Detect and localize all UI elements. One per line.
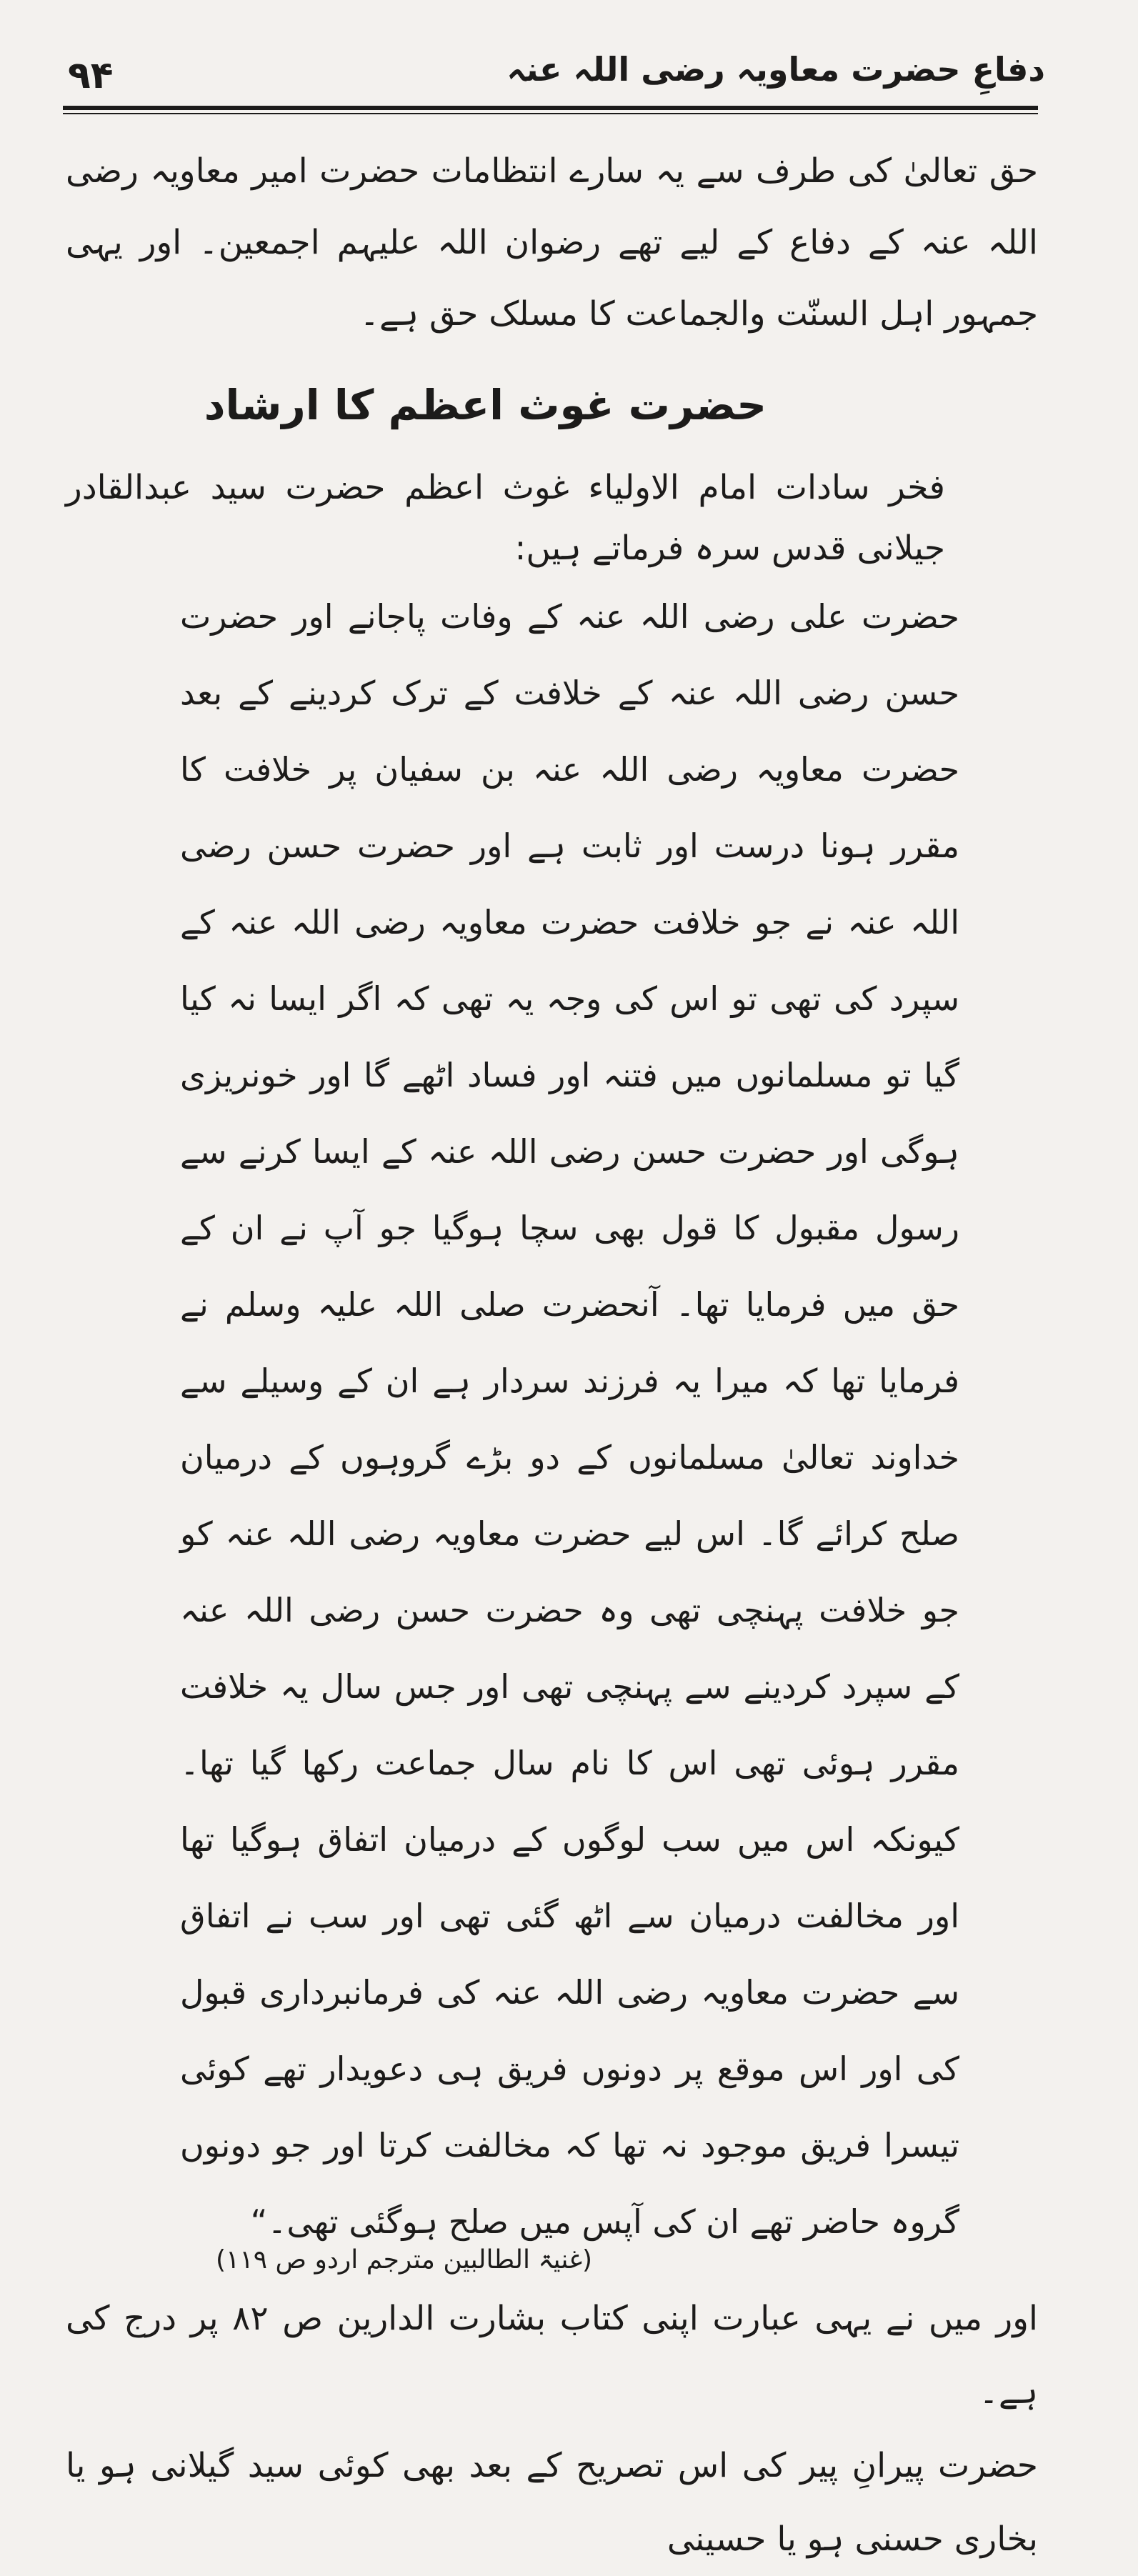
running-title: دفاعِ حضرت معاویہ رضی اللہ عنہ: [506, 50, 1045, 89]
header-rule: [63, 106, 1038, 110]
page-header: [68, 50, 1045, 107]
citation: (غنیۃ الطالبین مترجم اردو ص ۱۱۹): [216, 2245, 593, 2275]
paragraph-2: اور میں نے یہی عبارت اپنی کتاب بشارت الدارین ص ۸۲ پر درج کی ہے۔: [66, 2299, 1038, 2412]
page-number: ۹۴: [68, 54, 114, 97]
page-body: [66, 136, 1038, 2576]
section-heading: حضرت غوث اعظم کا ارشاد: [204, 381, 767, 429]
block-quote: حضرت علی رضی اللہ عنہ کے وفات پاجانے اور حضرت حسن رضی اللہ عنہ کے خلافت کے ترک کردینے کے بعد حضرت معاویہ رضی اللہ عنہ بن سفیان پر خلافت کا مقرر ہونا درست اور ثابت ہے اور حضرت حسن رضی اللہ عنہ نے جو خلافت حضرت معاویہ رضی اللہ عنہ کے سپرد کی تھی تو اس کی وجہ یہ تھی کہ اگر ایسا نہ کیا گیا تو مسلمانوں میں فتنہ اور فساد اٹھے گا اور خونریزی ہوگی اور حضرت حسن رضی اللہ عنہ کے ایسا کرنے سے رسول مقبول کا قول بھی سچا ہوگیا جو آپ نے ان کے حق میں فرمایا تھا۔ آنحضرت صلی اللہ علیہ وسلم نے فرمایا تھا کہ میرا یہ فرزند سردار ہے ان کے وسیلے سے خداوند تعالیٰ مسلمانوں کے دو بڑے گروہوں کے درمیان صلح کرائے گا۔ اس لیے حضرت معاویہ رضی اللہ عنہ کو جو خلافت پہنچی تھی وہ حضرت حسن رضی اللہ عنہ کے سپرد کردینے سے پہنچی تھی اور جس سال یہ خلافت مقرر ہوئی تھی اس کا نام سال جماعت رکھا گیا تھا۔ کیونکہ اس میں سب لوگوں کے درمیان اتفاق ہوگیا تھا اور مخالفت درمیان سے اٹھ گئی تھی اور سب نے اتفاق سے حضرت معاویہ رضی اللہ عنہ کی فرمانبرداری قبول کی اور اس موقع پر دونوں فریق ہی دعویدار تھے کوئی تیسرا فریق موجود نہ تھا کہ مخالفت کرتا اور جو دونوں گروہ حاضر تھے ان کی آپس میں صلح ہوگئی تھی۔“: [180, 597, 959, 2241]
quote-intro: فخر سادات امام الاولیاء غوث اعظم حضرت سید عبدالقادر جیلانی قدس سرہ فرماتے ہیں:: [66, 468, 945, 568]
paragraph-1: حق تعالیٰ کی طرف سے یہ سارے انتظامات حضرت امیر معاویہ رضی اللہ عنہ کے دفاع کے لیے تھے رضوان اللہ علیہم اجمعین۔ اور یہی جمہور اہل السنّت والجماعت کا مسلک حق ہے۔: [66, 151, 1038, 334]
paragraph-3: حضرت پیرانِ پیر کی اس تصریح کے بعد بھی کوئی سید گیلانی ہو یا بخاری حسنی ہو یا حسینی: [66, 2446, 1038, 2559]
header-rule-thin: [63, 113, 1038, 114]
